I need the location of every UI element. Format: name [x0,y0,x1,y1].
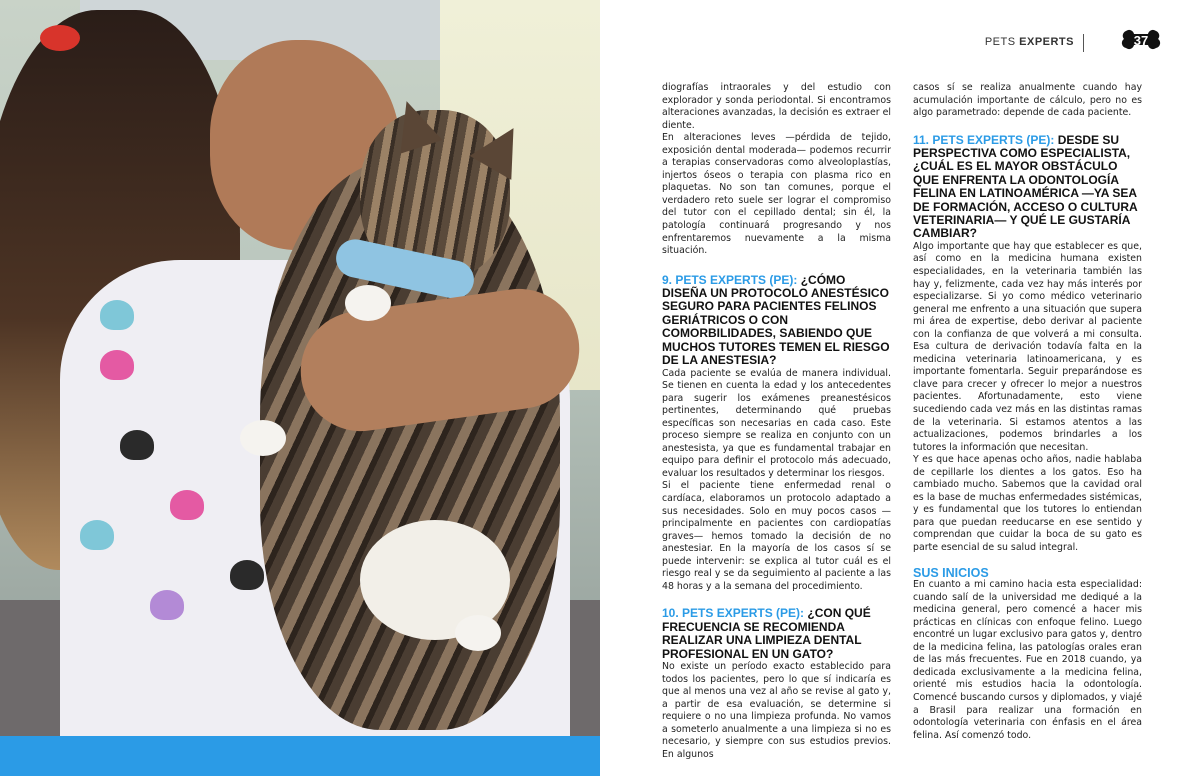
paragraph: Algo importante que hay que establecer es que, así como en la medicina humana existen especialidades, en la veterinaria también las hay y, felizmente, cada vez hay más interés por especializarse. Si yo como médico veterinario general me enfrento a una situación que supera mi área de expertise, debo derivar al paciente con la confianza de que volverá a mi consulta. Esa cultura de derivación todavía falta en la medicina veterinaria latinoamericana, y es importante fomentarla. Seguir preparándose es clave para crecer y ofrecer lo mejor a nuestros pacientes. Afortunadamente, esto viene sucediendo cada vez más en las distintas ramas de la veterinaria. Si estamos atentos a las actualizaciones, podemos brindarles a los tutores la información que necesitan. [913,240,1142,453]
brand-regular: PETS [984,36,1016,48]
question-heading-10 [662,607,891,661]
paragraph: Cada paciente se evalúa de manera individual. Se tienen en cuenta la edad y los antecedentes para sugerir los exámenes preanestésicos pertinentes, determinando qué pruebas específicas son necesarias en cada caso. Este proceso siempre se realiza en conjunto con un anestesista, ya que es fundamental trabajar en equipo para definir el protocolo más adecuado, evaluar los resultados y determinar los riesgos. [662,367,891,479]
question-heading-9 [662,274,891,368]
paragraph: diografías intraorales y del estudio con explorador y sonda periodontal. Si encontramos alteraciones avanzadas, la decisión es extraer el diente. [662,82,891,131]
article-column-2 [913,82,1142,742]
paragraph: En alteraciones leves —pérdida de tejido, exposición dental moderada— podemos recurrir a terapias conservadoras como alveoloplastías, injertos óseos o terapia con plasma rico en plaquetas. No son tan comunes, porque el verdadero reto suele ser lograr el compromiso del tutor con el cepillado dental; sin él, la patología continuará progresando y nos enfrentaremos nuevamente a la misma situación. [662,132,891,257]
section-title: SUS INICIOS [913,565,989,580]
paragraph: Si el paciente tiene enfermedad renal o cardíaca, elaboramos un protocolo adaptado a sus necesidades. Solo en muy pocos casos —principalmente en pacientes con cardiopatías graves— hemos tomado la decisión de no anestesiar. En la mayoría de los casos sí se puede intervenir: se explica al tutor cuál es el riesgo real y se da seguimiento al paciente a las 48 horas y a la semana del procedimiento. [662,480,891,592]
paragraph: En cuanto a mi camino hacia esta especialidad: cuando salí de la universidad me dediqué a la medicina general, pero comencé a hacer mis prácticas en clínicas con enfoque felino. Luego encontré un lugar exclusivo para gatos y, dentro de la medicina felina, las patologías orales eran de las más frecuentes. Fue en 2018 cuando, ya dedicada exclusivamente a la medicina felina, orienté mis estudios hacia la odontología. Comencé buscando cursos y diplomados, y viajé a Brasil para realizar una formación en odontología veterinaria con énfasis en el área felina. Así comenzó todo. [913,579,1142,741]
page-header [984,33,1164,54]
question-heading-11 [913,134,1142,241]
page-number-bone-icon [1118,28,1164,54]
question-lead: 9. PETS EXPERTS (PE): [662,272,798,287]
question-lead: 11. PETS EXPERTS (PE): [913,132,1055,147]
photo-cat-paw [240,420,286,456]
paragraph: Y es que hace apenas ocho años, nadie hablaba de cepillarle los dientes a los gatos. Eso ha cambiado mucho. Sabemos que la cavidad oral es la base de muchas enfermedades sistémicas, y es fundamental que los tutores lo entiendan para que puedan reeducarse en ese sentido y comprendan que cuidar la boca de su gato es parte esencial de su salud integral. [913,454,1142,554]
question-text: DESDE SU PERSPECTIVA COMO ESPECIALISTA, ¿CUÁL ES EL MAYOR OBSTÁCULO QUE ENFRENTA LA ODONTOLOGÍA FELINA EN LATINOAMÉRICA —YA SEA DE FORMACIÓN, ACCESO O CULTURA VETERINARIA— Y QUÉ LE GUSTARÍA CAMBIAR? [913,132,1138,241]
brand-bold: EXPERTS [1019,36,1074,48]
question-text: ¿CÓMO DISEÑA UN PROTOCOLO ANESTÉSICO SEGURO PARA PACIENTES FELINOS GERIÁTRICOS O CON COMORBILIDADES, SABIENDO QUE MUCHOS TUTORES TEMEN EL RIESGO DE LA ANESTESIA? [662,272,890,368]
paragraph: No existe un período exacto establecido para todos los pacientes, pero lo que sí indicaría es que al menos una vez al año se revise al gato y, a partir de esa evaluación, se determine si requiere o no una limpieza profunda. No vamos a someterlo anualmente a una limpieza si no es necesario, y siempre con sus estudios previos. En algunos [662,660,891,760]
photo-cat-paw [345,285,391,321]
article-column-1 [662,82,891,761]
photo-cat-paw [455,615,501,651]
paragraph: casos sí se realiza anualmente cuando hay acumulación importante de cálculo, pero no es algo parametrado: depende de cada paciente. [913,82,1142,119]
question-lead: 10. PETS EXPERTS (PE): [662,606,805,621]
photo-accent-bar [0,736,600,776]
header-divider [1083,34,1084,52]
page-number: 37 [1133,33,1149,48]
photo-scrunchie [40,25,80,51]
question-text: ¿CON QUÉ FRECUENCIA SE RECOMIENDA REALIZAR UNA LIMPIEZA DENTAL PROFESIONAL EN UN GATO? [662,606,871,661]
magazine-brand [985,36,1074,48]
